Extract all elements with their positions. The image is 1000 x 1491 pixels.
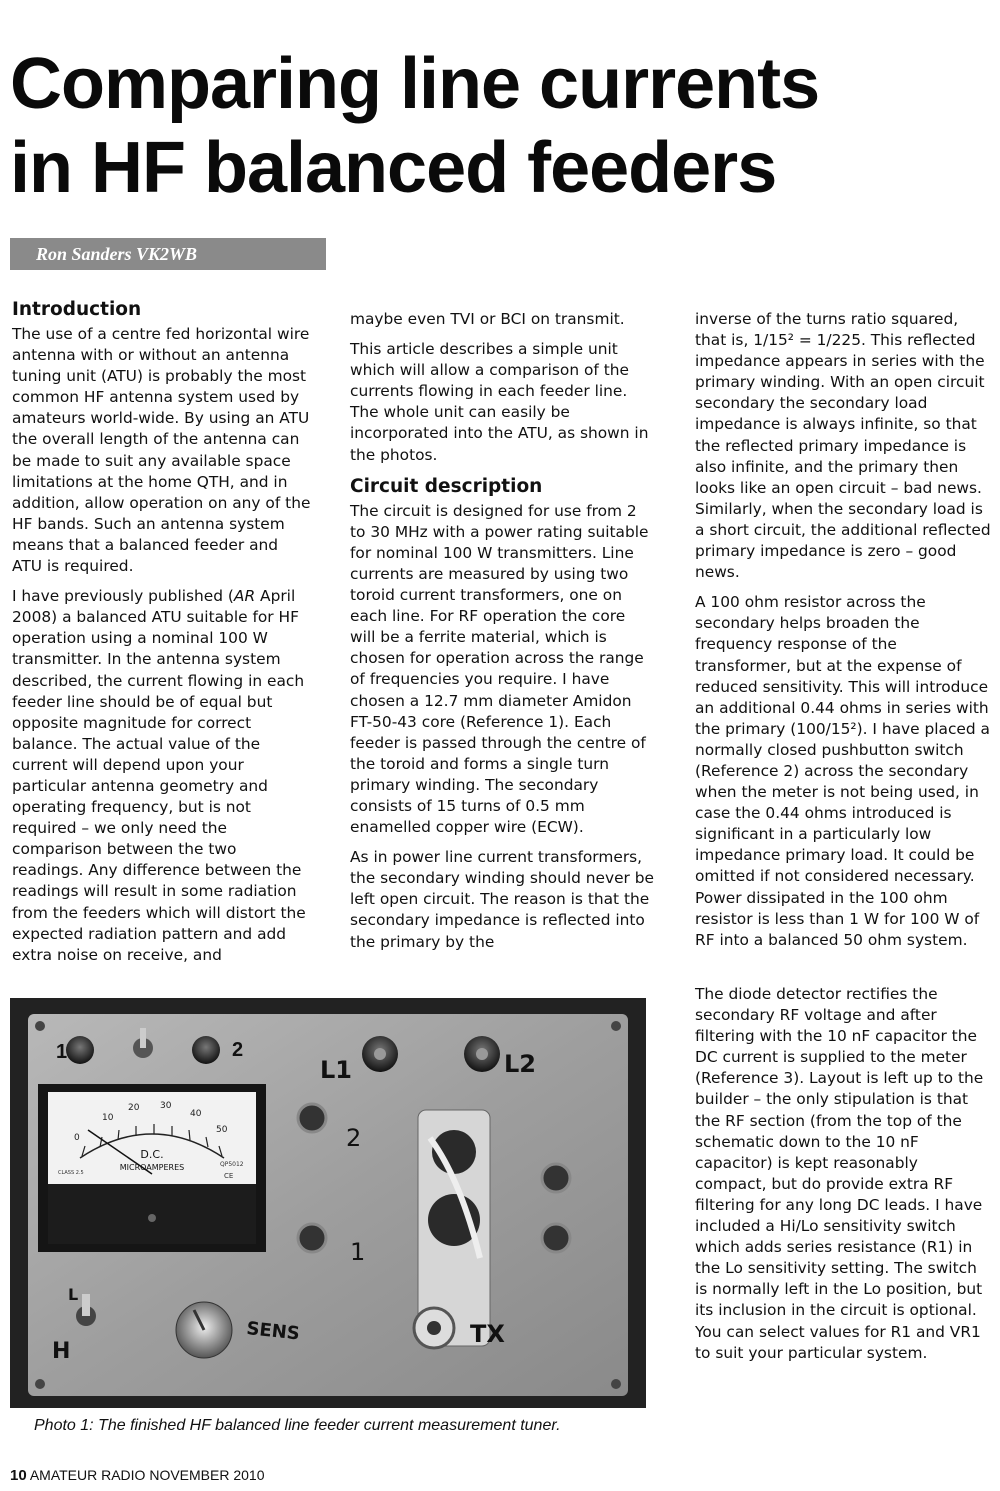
column-1 bbox=[12, 298, 312, 975]
paragraph: The circuit is designed for use from 2 to 30 MHz with a power rating suitable for nominal 100 W transmitters. Line currents are measured by using two toroid current transformers, one on each line. For RF operation the core will be a ferrite material, which is chosen for operation across the range of frequencies you require. I have chosen a 12.7 mm diameter Amidon FT-50-43 core (Reference 1). Each feeder is passed through the centre of the toroid and forms a single turn primary winding. The secondary consists of 15 turns of 0.5 mm enamelled copper wire (ECW). bbox=[350, 501, 649, 837]
label-h-switch: H bbox=[52, 1339, 71, 1364]
paragraph: The diode detector rectifies the secondary RF voltage and after filtering with the 10 nF capacitor the DC current is supplied to the meter (Reference 3). Layout is left up to the builder – the only stipulation is that the RF section (from the top of the schematic down to the 10 nF capacitor) is kept reasonably compact, but do provide extra RF filtering for any long DC leads. I have included a Hi/Lo sensitivity switch which adds series resistance (R1) in the Lo sensitivity setting. The switch is normally left in the Lo position, but its inclusion in the circuit is optional. You can select values for R1 and VR1 to suit your particular system. bbox=[695, 985, 984, 1362]
paragraph: inverse of the turns ratio squared, that is, 1/15² = 1/225. This reflected impedance appears in series with the primary winding. With an open circuit secondary the secondary load impedance is always infinite, so that the reflected primary impedance is also infinite, and the primary then looks like an open circuit – bad news. Similarly, when the secondary load is a short circuit, the additional reflected primary impedance is zero – good news. bbox=[695, 310, 991, 582]
label-tx: TX bbox=[470, 1320, 505, 1348]
post-center bbox=[476, 1048, 488, 1060]
scale-label: 40 bbox=[190, 1109, 202, 1119]
paragraph: The use of a centre fed horizontal wire antenna with or without an antenna tuning unit (ATU) is probably the most common HF antenna system used by amateurs world-wide. By using an ATU the overall length of the antenna can be made to suit any available space limitations at the home QTH, and in addition, allow operation on any of the HF bands. Such an antenna system means that a balanced feeder and ATU is required. bbox=[12, 325, 311, 576]
meter-ce-mark: CE bbox=[224, 1172, 234, 1180]
photo-caption: Photo 1: The finished HF balanced line feeder current measurement tuner. bbox=[34, 1417, 561, 1434]
label-l1: L1 bbox=[320, 1056, 352, 1084]
meter-class: CLASS 2.5 bbox=[58, 1170, 84, 1176]
article-title bbox=[10, 42, 995, 210]
scale-label: 10 bbox=[102, 1113, 114, 1123]
screw bbox=[35, 1021, 45, 1031]
column-3-lower bbox=[695, 984, 993, 1373]
section-heading-introduction: Introduction bbox=[12, 299, 142, 320]
meter-label-unit: MICROAMPERES bbox=[119, 1163, 185, 1172]
scale-label: 30 bbox=[160, 1101, 172, 1111]
jack-2-right bbox=[542, 1164, 570, 1192]
hi-lo-lever bbox=[82, 1294, 90, 1316]
paragraph: A 100 ohm resistor across the secondary helps broaden the frequency response of the transformer, but at the expense of reduced sensitivity. This will introduce an additional 0.44 ohms in series with the primary (100/15²). I have placed a normally closed pushbutton switch (Reference 2) across the secondary when the meter is not being used, in case the 0.44 ohms introduced is significant in a particularly low impedance primary load. It could be omitted if not considered necessary. Power dissipated in the 100 ohm resistor is less than 1 W for 100 W of RF into a balanced 50 ohm system. bbox=[695, 593, 990, 949]
author-byline: Ron Sanders VK2WB bbox=[10, 238, 326, 270]
label-l-switch: L bbox=[68, 1285, 79, 1304]
photo-current-meter-unit bbox=[10, 998, 646, 1408]
title-line-1: Comparing line currents bbox=[10, 44, 820, 124]
text-run: I have previously published ( bbox=[12, 587, 234, 606]
publication-name: AMATEUR RADIO NOVEMBER 2010 bbox=[29, 1467, 265, 1483]
page-number: 10 bbox=[10, 1467, 27, 1484]
label-2: 2 bbox=[232, 1039, 244, 1061]
jack-1-left bbox=[298, 1224, 326, 1252]
page-footer bbox=[10, 1466, 610, 1485]
scale-label: 0 bbox=[74, 1133, 80, 1143]
scale-label: 20 bbox=[128, 1103, 140, 1113]
paragraph bbox=[12, 586, 312, 966]
post-center bbox=[374, 1048, 386, 1060]
column-3 bbox=[695, 309, 993, 960]
label-jack-2: 2 bbox=[346, 1124, 362, 1152]
publication-ref: AR bbox=[233, 587, 256, 606]
scale-label: 50 bbox=[216, 1125, 228, 1135]
screw bbox=[35, 1379, 45, 1389]
toggle-lever bbox=[140, 1028, 146, 1048]
photo-illustration bbox=[10, 998, 646, 1408]
title-line-2: in HF balanced feeders bbox=[10, 128, 777, 208]
section-heading-circuit-description: Circuit description bbox=[350, 475, 543, 497]
bnc-center bbox=[427, 1321, 441, 1335]
binding-post-1 bbox=[66, 1036, 94, 1064]
column-2 bbox=[350, 309, 655, 962]
meter-label-dc: D.C. bbox=[140, 1148, 164, 1161]
label-l2: L2 bbox=[504, 1050, 536, 1078]
label-sens: SENS bbox=[245, 1318, 301, 1345]
meter-zero-screw bbox=[148, 1214, 156, 1222]
screw bbox=[611, 1021, 621, 1031]
label-jack-1: 1 bbox=[350, 1238, 366, 1266]
text-run: April 2008) a balanced ATU suitable for HF operation using a nominal 100 W transmitter. In the antenna system described, the current flowing in each feeder line should be of equal but opposite magnitude for correct balance. The actual value of the current will depend upon your particular antenna geometry and operating frequency, but is not required – we only need the comparison between the two readings. Any difference between the readings will result in some radiation from the feeders which will distort the expected radiation pattern and add extra noise on receive, and bbox=[12, 587, 306, 964]
label-1: 1 bbox=[56, 1041, 68, 1063]
paragraph: This article describes a simple unit which will allow a comparison of the currents flowing in each feeder line. The whole unit can easily be incorporated into the ATU, as shown in the photos. bbox=[350, 340, 649, 464]
meter-model: QP5012 bbox=[220, 1161, 244, 1168]
paragraph: As in power line current transformers, the secondary winding should never be left open circuit. The reason is that the secondary impedance is reflected into the primary by the bbox=[350, 848, 655, 951]
paragraph: maybe even TVI or BCI on transmit. bbox=[350, 310, 625, 328]
jack-1-right bbox=[542, 1224, 570, 1252]
screw bbox=[611, 1379, 621, 1389]
binding-post-2 bbox=[192, 1036, 220, 1064]
jack-2-left bbox=[298, 1104, 326, 1132]
